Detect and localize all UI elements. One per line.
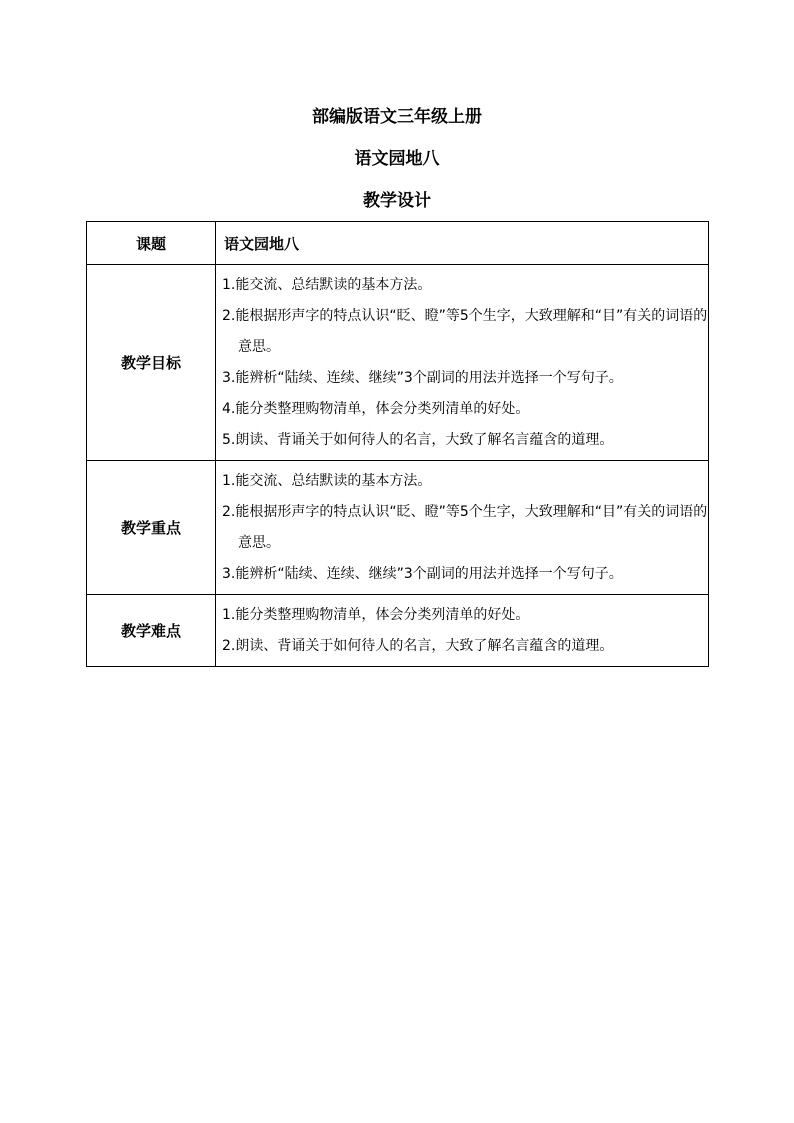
- topic-value: 语文园地八: [216, 222, 709, 265]
- focus-item: 3.能辨析“陆续、连续、继续”3个副词的用法并选择一个写句子。: [222, 566, 623, 582]
- focus-label: 教学重点: [87, 461, 216, 595]
- document-title-lesson: 语文园地八: [354, 149, 440, 169]
- focus-cell: [216, 461, 709, 595]
- goal-item: 2.能根据形声字的特点认识“眨、瞪”等5个生字，大致理解和“目”有关的词语的意思。: [222, 308, 708, 355]
- document-title-type: 教学设计: [363, 191, 431, 211]
- focus-item: 2.能根据形声字的特点认识“眨、瞪”等5个生字，大致理解和“目”有关的词语的意思。: [222, 504, 708, 551]
- focus-list: [216, 461, 708, 594]
- difficulty-label: 教学难点: [87, 595, 216, 667]
- goals-label: 教学目标: [87, 265, 216, 461]
- difficulty-item: 1.能分类整理购物清单，体会分类列清单的好处。: [222, 607, 530, 623]
- table-row-difficulty: [87, 595, 709, 667]
- table-row-goals: [87, 265, 709, 461]
- difficulty-list: [216, 595, 708, 666]
- goals-cell: [216, 265, 709, 461]
- goals-list: [216, 265, 708, 460]
- table-row-topic: [87, 222, 709, 265]
- goal-item: 4.能分类整理购物清单，体会分类列清单的好处。: [222, 401, 530, 417]
- goal-item: 5.朗读、背诵关于如何待人的名言，大致了解名言蕴含的道理。: [222, 432, 614, 448]
- topic-label: 课题: [87, 222, 216, 265]
- goal-item: 1.能交流、总结默读的基本方法。: [222, 277, 432, 293]
- focus-item: 1.能交流、总结默读的基本方法。: [222, 473, 432, 489]
- lesson-plan-table: [86, 221, 709, 667]
- goal-item: 3.能辨析“陆续、连续、继续”3个副词的用法并选择一个写句子。: [222, 370, 623, 386]
- table-row-focus: [87, 461, 709, 595]
- document-title-grade: 部编版语文三年级上册: [312, 107, 482, 127]
- difficulty-item: 2.朗读、背诵关于如何待人的名言，大致了解名言蕴含的道理。: [222, 638, 614, 654]
- difficulty-cell: [216, 595, 709, 667]
